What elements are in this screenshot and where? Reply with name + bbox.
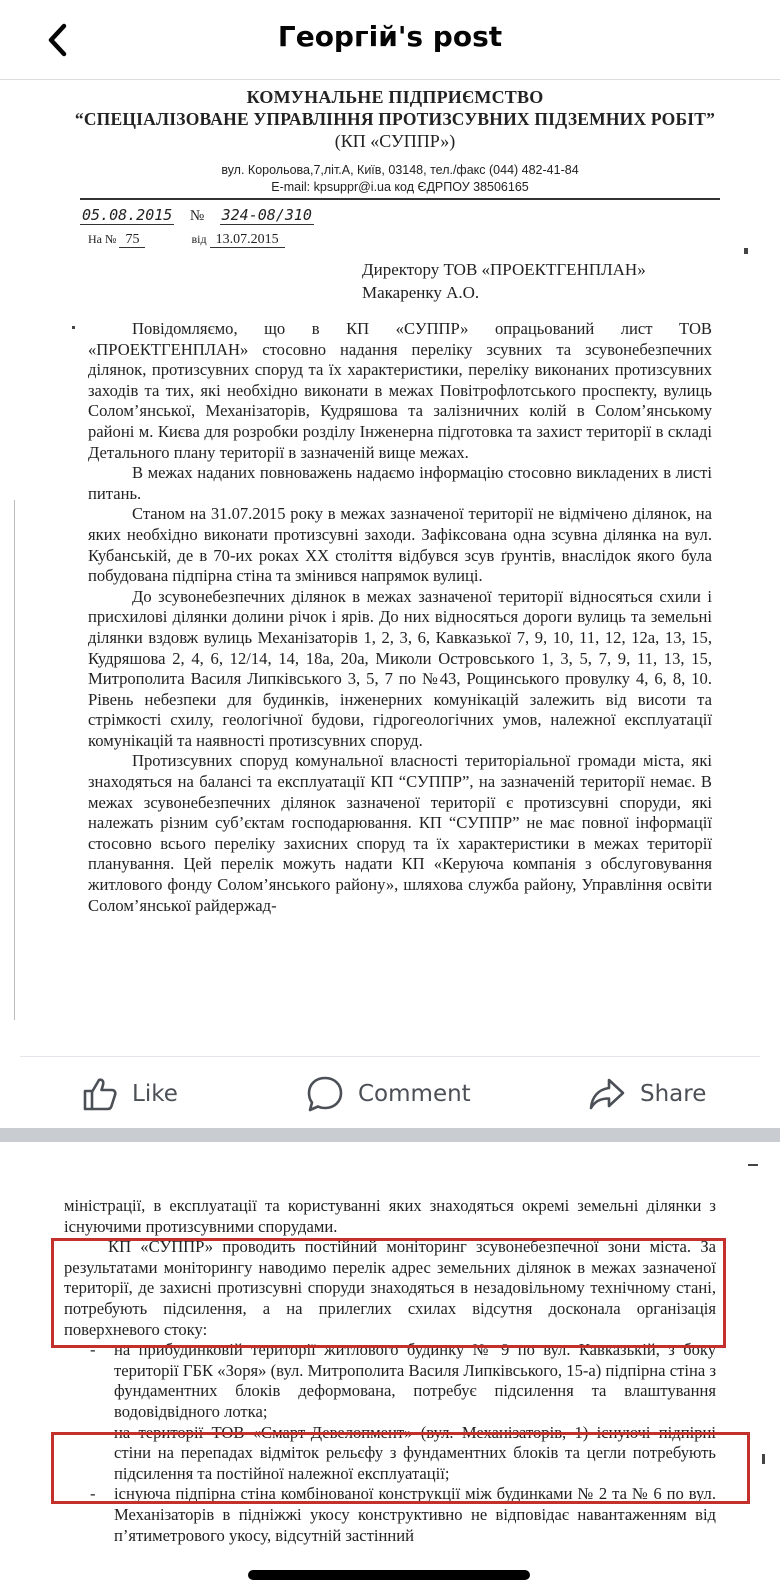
addressee — [362, 258, 646, 304]
org-name-line2: “СПЕЦІАЛІЗОВАНЕ УПРАВЛІННЯ ПРОТИЗСУВНИХ ПІДЗЕМНИХ РОБІТ” — [74, 109, 716, 129]
post-action-bar — [0, 1058, 780, 1128]
contact-address: вул. Корольова,7,літ.А, Київ, 03148, тел./факс (044) 482-41-84 — [221, 163, 579, 177]
letter-paragraph: КП «СУППР» проводить постійний моніторинг зсувонебезпечної зони міста. За результатами моніторингу наводимо перелік адрес земельних ділянок в межах зазначеної території, де захисні протизсувні споруди знаходяться в незадовільному технічному стані, потребують підсилення, а на прилеглих схилах відсутня досконала організація поверхневого стоку: — [64, 1237, 716, 1339]
comment-bubble-icon — [306, 1075, 344, 1113]
letter-paragraph: міністрації, в експлуатації та користуванні яких знаходяться окремі земельні ділянки з існуючими протизсувними спорудами. — [64, 1196, 716, 1236]
like-button[interactable] — [82, 1072, 178, 1116]
list-item: - існуюча підпірна стіна комбінованої конструкції між будинками № 2 та № 6 по вул. Механізаторів в підніжжі укосу конструктивно не відповідає навантаженням від п’ятиметрового укосу, відсутній застінний — [64, 1484, 716, 1546]
scan-speck — [748, 1164, 758, 1166]
org-short-name: (КП «СУППР») — [334, 131, 456, 151]
letter-body — [88, 319, 712, 916]
post-separator — [0, 1128, 780, 1142]
reference-from-label: від — [191, 232, 207, 246]
post-image-document-2[interactable] — [0, 1142, 780, 1584]
org-name-line1: КОМУНАЛЬНЕ ПІДПРИЄМСТВО — [246, 87, 544, 107]
addressee-name: Макаренку А.О. — [362, 283, 480, 302]
letter-paragraph: Станом на 31.07.2015 року в межах зазначеної території не відмічено ділянок, на яких необхідно виконати протизсувні заходи. Зафіксована одна зсувна ділянка на вул. Кубанській, де в 70-их роках XX століття відбувся зсув ґрунтів, внаслідок якого була побудована підпірна стіна та змінився напрямок вулиці. — [88, 504, 712, 586]
letterhead — [70, 86, 720, 152]
share-button[interactable] — [588, 1072, 706, 1116]
scan-edge — [14, 500, 15, 1020]
letterhead-divider — [80, 198, 720, 200]
org-contacts — [140, 162, 660, 196]
registration-date: 05.08.2015 — [82, 206, 173, 224]
comment-button[interactable] — [306, 1072, 471, 1116]
registration-no-label: № — [189, 208, 205, 224]
home-indicator — [248, 1570, 530, 1580]
share-arrow-icon — [588, 1076, 626, 1112]
registration-line — [80, 206, 314, 225]
scan-speck — [744, 248, 748, 254]
reference-date: 13.07.2015 — [210, 232, 285, 248]
thumbs-up-icon — [82, 1076, 118, 1112]
reference-number: 75 — [119, 232, 145, 248]
comment-label: Comment — [358, 1081, 471, 1107]
letter-paragraph: Повідомляємо, що в КП «СУППР» опрацьований лист ТОВ «ПРОЕКТГЕНПЛАН» стосовно надання переліку зсувних та зсувонебезпечних ділянок, протизсувних споруд та їх характеристики, переліку виконаних протизсувних заходів та тих, які необхідно виконати в межах Повітрофлотського проспекту, вулиць Солом’янської, Механізаторів, Кудряшова та залізничних колій в Солом’янському районі м. Києва для розробки розділу Інженерна підготовка та захист території в складі Детального плану території в зазначеній вище межах. — [88, 319, 712, 462]
highlight-box — [51, 1238, 726, 1348]
addressee-position: Директору ТОВ «ПРОЕКТГЕНПЛАН» — [362, 260, 646, 279]
letter-paragraph: В межах наданих повноважень надаємо інформацію стосовно викладених в листі питань. — [88, 463, 712, 503]
highlight-box — [51, 1432, 750, 1504]
reference-label: На № — [88, 232, 117, 246]
reference-line — [88, 232, 285, 248]
scan-speck — [762, 1454, 765, 1464]
page-title: Георгій's post — [277, 20, 503, 53]
letter-paragraph: До зсувонебезпечних ділянок в межах зазначеної території відносяться схили і присхилові ділянки долини річок і ярів. До них відносяться дороги вулиць та земельні ділянки вздовж вулиць Механізаторів 1, 2, 3, 6, Кавказької 7, 9, 10, 11, 12, 12а, 13, 15, Кудряшова 2, 4, 6, 12/14, 14, 18а, 20а, Миколи Островського 1, 3, 5, 7, 9, 11, 13, 15, Митрополита Василя Липківського 3, 5, 7 по №43, Рощинського провулку 4, 6, 8, 10. Рівень небезпеки для будинків, інженерних комунікацій залежить від висоти та стрімкості схилу, геологічної будови, гідрогеологічних умов, належної експлуатації комунікацій та наявності протизсувних споруд. — [88, 586, 712, 750]
post-image-document[interactable] — [0, 80, 780, 1080]
registration-number: 324-08/310 — [221, 206, 312, 224]
letter-paragraph: Протизсувних споруд комунальної власності територіальної громади міста, які знаходяться на балансі та експлуатації КП “СУППР”, на зазначеній території немає. В межах зсувонебезпечних ділянок зазначеної території є протизсувні споруди, які належать різним суб’єктам господарювання. КП “СУППР” не має повної інформації стосовно всього переліку захисних споруд та їх характеристики в межах території планування. Цей перелік можуть надати КП «Керуюча компанія з обслуговування житлового фонду Солом’янського району», шляхова служба району, Управління освіти Солом’янської райдержад- — [88, 751, 712, 915]
share-label: Share — [640, 1081, 707, 1107]
list-item: - на території ТОВ «Смарт-Девелопмент» (вул. Механізаторів, 1) існуючі підпірні стіни на перепадах відміток рельєфу з фундаментних блоків та цегли потребують підсилення та постійної належної експлуатації; — [64, 1423, 716, 1485]
contact-email: E-mail: kpsuppr@i.ua код ЄДРПОУ 38506165 — [271, 180, 529, 194]
list-item: - на прибудинковій території житлового будинку № 9 по вул. Кавказькій, з боку території ГБК «Зоря» (вул. Митрополита Василя Липківського, 15-а) підпірна стіна з фундаментних блоків деформована, потребує підсилення та влаштування водовідвідного лотка; — [64, 1340, 716, 1422]
post-header — [0, 0, 780, 80]
scan-speck — [72, 326, 75, 329]
like-label: Like — [132, 1081, 178, 1107]
divider — [20, 1056, 760, 1057]
